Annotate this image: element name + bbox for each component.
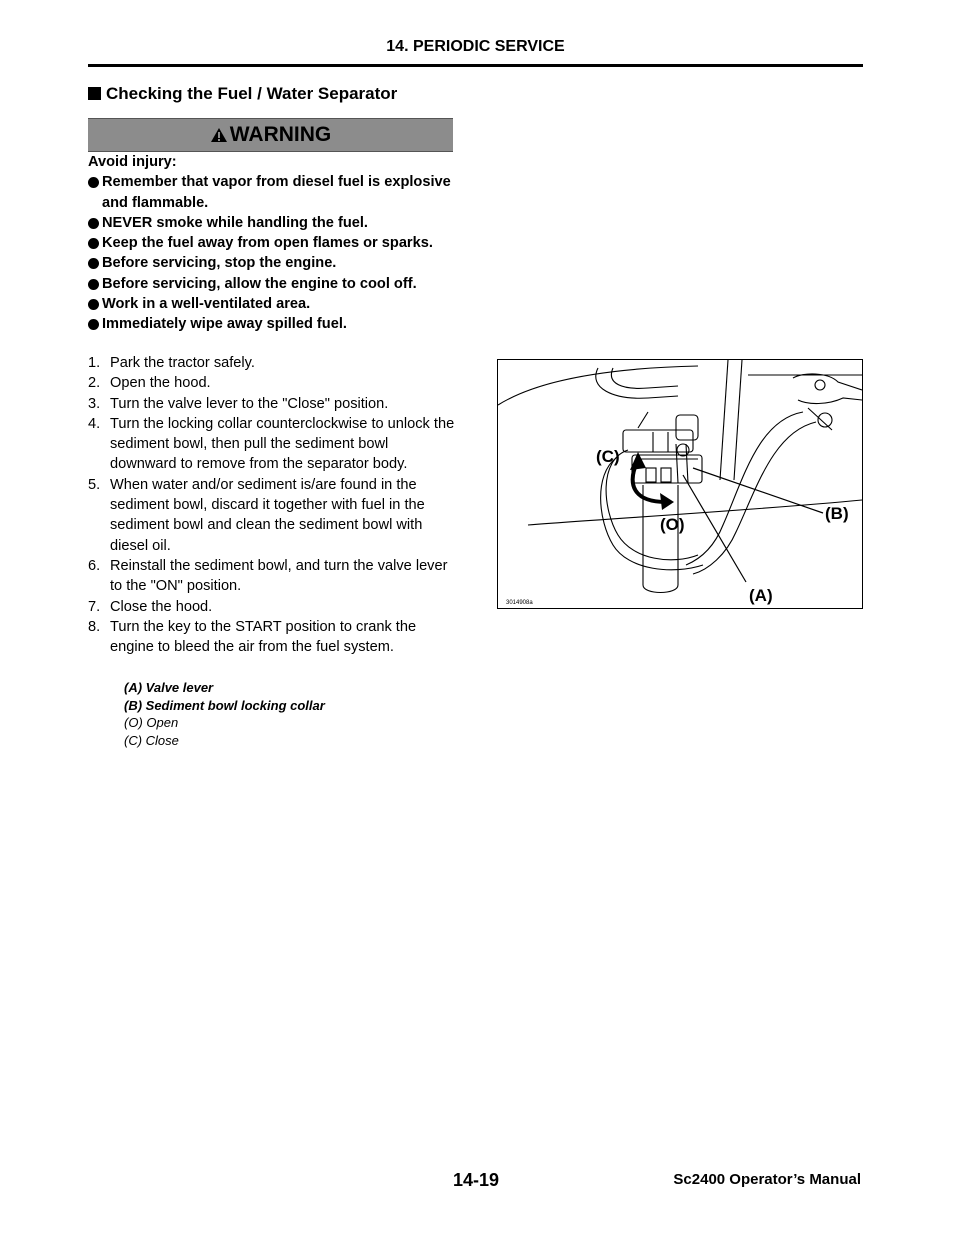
step-item: 6. Reinstall the sediment bowl, and turn the valve lever to the "ON" position. (88, 557, 448, 595)
square-bullet-icon (88, 87, 101, 100)
step-item: 7. Close the hood. (88, 598, 213, 615)
legend-item: (O) Open (124, 715, 179, 730)
warning-item: Keep the fuel away from open flames or sparks. (88, 233, 468, 253)
warning-intro: Avoid injury: (88, 154, 177, 170)
label-c: (C) (596, 447, 620, 466)
warning-banner (88, 118, 453, 152)
warning-triangle-icon (210, 127, 228, 143)
bullet-icon (88, 177, 99, 188)
manual-title: Sc2400 Operator’s Manual (673, 1171, 861, 1188)
step-item: 1. Park the tractor safely. (88, 355, 255, 371)
section-heading (88, 84, 397, 104)
separator-illustration (497, 359, 863, 609)
bullet-icon (88, 279, 99, 290)
label-b: (B) (825, 504, 849, 523)
figure-legend (124, 679, 325, 749)
fuel-separator-drawing (498, 360, 862, 608)
bullet-icon (88, 258, 99, 269)
step-item: 3. Turn the valve lever to the "Close" position. (88, 395, 389, 412)
step-item: 4. Turn the locking collar counterclockwise to unlock the sediment bowl, then pull the sediment bowl downward to remove from the separator body. (88, 415, 455, 473)
bullet-icon (88, 238, 99, 249)
warning-list (88, 152, 468, 335)
bullet-icon (88, 299, 99, 310)
label-a: (A) (749, 586, 773, 605)
page-number: 14-19 (453, 1170, 500, 1190)
label-o: (O) (660, 515, 685, 534)
warning-label: WARNING (229, 123, 332, 146)
legend-item: (B) Sediment bowl locking collar (124, 697, 325, 713)
bullet-icon (88, 218, 99, 229)
warning-item: Immediately wipe away spilled fuel. (88, 314, 468, 334)
warning-item: Remember that vapor from diesel fuel is explosive and flammable. (88, 172, 468, 213)
figure-code: 3014908a (506, 600, 533, 606)
step-item: 2. Open the hood. (88, 375, 211, 392)
warning-item: Before servicing, allow the engine to cool off. (88, 274, 468, 294)
legend-item: (A) Valve lever (124, 680, 214, 695)
step-item: 8. Turn the key to the START position to crank the engine to bleed the air from the fuel system. (88, 618, 417, 656)
legend-item: (C) Close (124, 732, 179, 748)
chapter-header: 14. PERIODIC SERVICE (386, 38, 565, 55)
warning-item: NEVER smoke while handling the fuel. (88, 213, 468, 233)
header-rule (88, 64, 863, 67)
procedure-steps (88, 353, 458, 657)
step-item: 5. When water and/or sediment is/are found in the sediment bowl, discard it together with fuel in the sediment bowl and clean the sediment bowl with diesel oil. (88, 476, 425, 554)
section-title: Checking the Fuel / Water Separator (106, 84, 398, 103)
warning-item: Before servicing, stop the engine. (88, 253, 468, 273)
warning-item: Work in a well-ventilated area. (88, 294, 468, 314)
bullet-icon (88, 319, 99, 330)
